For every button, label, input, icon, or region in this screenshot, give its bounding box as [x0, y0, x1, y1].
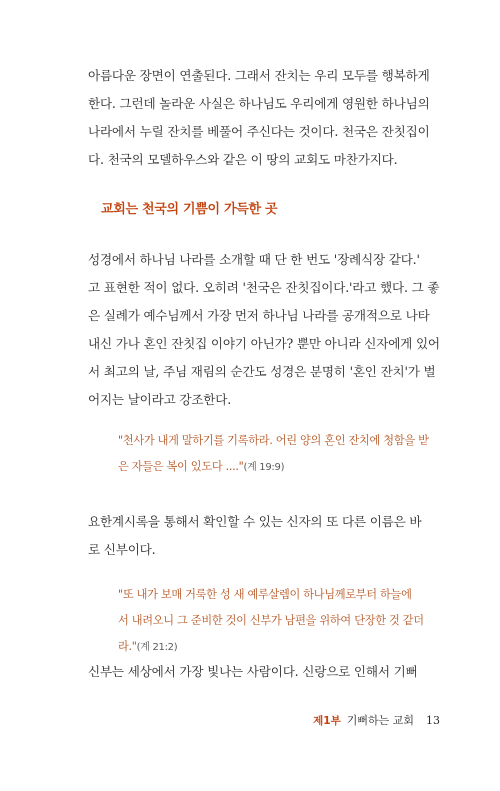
- paragraph-line: 나라에서 누릴 잔치를 베풀어 주신다는 것이다. 천국은 잔칫집이: [88, 124, 430, 139]
- paragraph-3: [88, 508, 443, 564]
- quote-line: "천사가 내게 말하기를 기록하라. 어린 양의 혼인 잔치에 청함을 받: [118, 434, 429, 447]
- paragraph-line: 요한계시록을 통해서 확인할 수 있는 신자의 또 다른 이름은 바: [88, 514, 422, 529]
- quote-line-text: 은 자들은 복이 있도다 ....": [118, 460, 244, 473]
- paragraph-line: 은 실례가 예수님께서 가장 먼저 하나님 나라를 공개적으로 나타: [88, 308, 430, 323]
- footer-part-label: 제1부: [313, 715, 341, 727]
- quote-line: "또 내가 보매 거룩한 성 새 예루살렘이 하나님께로부터 하늘에: [118, 588, 412, 601]
- paragraph-1: [88, 62, 443, 174]
- quote-citation: (계 19:9): [243, 462, 285, 473]
- paragraph-line: 내신 가나 혼인 잔칫집 이야기 아닌가? 뿐만 아니라 신자에게 있어: [88, 336, 440, 351]
- paragraph-line: 어지는 날이라고 강조한다.: [88, 392, 232, 407]
- quote-citation: (계 21:2): [136, 642, 178, 653]
- scripture-quote-1: [118, 428, 443, 481]
- paragraph-line: 로 신부이다.: [88, 542, 156, 557]
- footer-chapter-title: 기뻐하는 교회: [346, 714, 414, 727]
- section-heading: 교회는 천국의 기쁨이 가득한 곳: [101, 202, 278, 217]
- scripture-quote-2: [118, 582, 443, 661]
- quote-line: [118, 634, 443, 661]
- paragraph-line: 아름다운 장면이 연출된다. 그래서 잔치는 우리 모두를 행복하게: [88, 68, 430, 83]
- quote-line: [118, 454, 443, 481]
- paragraph-4: [88, 658, 443, 686]
- paragraph-line: 한다. 그런데 놀라운 사실은 하나님도 우리에게 영원한 하나님의: [88, 96, 430, 111]
- quote-line: 서 내려오니 그 준비한 것이 신부가 남편을 위하여 단장한 것 같더: [118, 614, 424, 627]
- page-footer: [313, 712, 440, 728]
- paragraph-line: 성경에서 하나님 나라를 소개할 때 단 한 번도 '장례식장 같다.': [88, 252, 420, 267]
- page-number: 13: [426, 714, 440, 727]
- paragraph-2: [88, 246, 443, 414]
- paragraph-line: 서 최고의 날, 주님 재림의 순간도 성경은 분명히 '혼인 잔치'가 벌: [88, 364, 436, 379]
- paragraph-line: 다. 천국의 모델하우스와 같은 이 땅의 교회도 마찬가지다.: [88, 152, 398, 167]
- paragraph-line: 고 표현한 적이 없다. 오히려 '천국은 잔칫집이다.'라고 했다. 그 좋: [88, 280, 440, 295]
- quote-line-text: 라.": [118, 640, 137, 653]
- paragraph-line: 신부는 세상에서 가장 빛나는 사람이다. 신랑으로 인해서 기뻐: [88, 664, 418, 679]
